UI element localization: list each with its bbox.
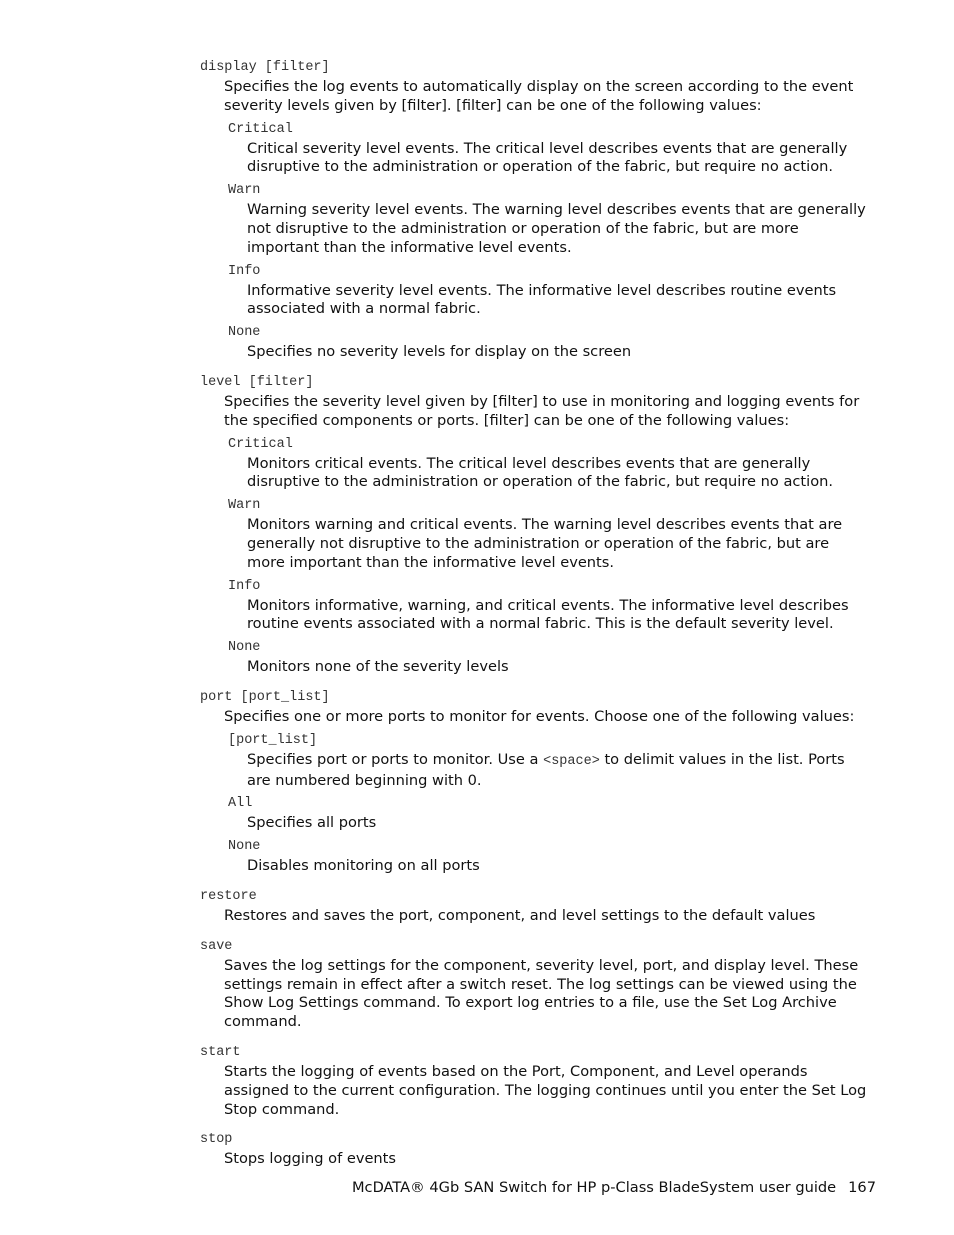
value-term: [port_list]: [228, 732, 318, 748]
page-number: 167: [848, 1179, 876, 1196]
operand-start: [200, 1043, 870, 1119]
value-list: [228, 731, 870, 876]
operand-term: restore: [200, 888, 257, 904]
operand-term: start: [200, 1044, 241, 1060]
value-term: Warn: [228, 183, 261, 199]
page-footer: [352, 1179, 876, 1196]
operand-description: Saves the log settings for the component, severity level, port, and display level. These settings remain in effect after a switch reset. The log settings can be viewed using the Show Log Settings command. To export log entries to a file, use the Set Log Archive command.: [224, 956, 859, 1031]
value-description: Monitors none of the severity levels: [247, 658, 509, 676]
value-description-post: to delimit values in the list. Ports are numbered beginning with 0.: [247, 750, 845, 789]
value-list: [228, 120, 870, 362]
operand-description: Restores and saves the port, component, and level settings to the default values: [224, 906, 816, 924]
value-item: [228, 731, 870, 791]
value-term: None: [228, 325, 261, 341]
operand-save: [200, 937, 870, 1032]
value-item: [228, 638, 870, 677]
operand-term: display [filter]: [200, 60, 330, 75]
value-item: [228, 181, 870, 257]
operand-display: [200, 58, 870, 362]
operand-description: Specifies one or more ports to monitor for events. Choose one of the following values:: [224, 707, 855, 725]
value-item: [228, 837, 870, 876]
value-description: [247, 751, 870, 791]
value-item: [228, 435, 870, 493]
operand-restore: [200, 887, 870, 926]
value-description: Informative severity level events. The informative level describes routine events associated with a normal fabric.: [247, 281, 837, 318]
operand-description: Specifies the severity level given by [filter] to use in monitoring and logging events for the specified components or ports. [filter] can be one of the following values:: [224, 392, 860, 429]
value-description: Monitors critical events. The critical level describes events that are generally disruptive to the administration or operation of the fabric, but require no action.: [247, 454, 834, 491]
operand-stop: [200, 1130, 870, 1169]
operand-description: Specifies the log events to automatically display on the screen according to the event severity levels given by [filter]. [filter] can be one of the following values:: [224, 78, 854, 114]
value-term: Critical: [228, 121, 293, 137]
value-description: Specifies all ports: [247, 814, 377, 832]
value-description: Warning severity level events. The warning level describes events that are generally not disruptive to the administration or operation of the fabric, but are more important than the informative level events.: [247, 201, 866, 256]
value-item: [228, 120, 870, 178]
value-item: [228, 577, 870, 635]
operand-description: Stops logging of events: [224, 1150, 397, 1168]
value-term: None: [228, 839, 261, 855]
value-list: [228, 435, 870, 677]
footer-title: McDATA® 4Gb SAN Switch for HP p-Class BladeSystem user guide: [351, 1179, 837, 1196]
value-term: Warn: [228, 498, 261, 514]
value-item: [228, 794, 870, 833]
value-description: Monitors warning and critical events. The warning level describes events that are generally not disruptive to the administration or operation of the fabric, but are more important than the informative level events.: [247, 516, 843, 571]
operand-term: stop: [200, 1132, 233, 1148]
value-term: All: [228, 796, 253, 812]
value-item: [228, 262, 870, 320]
operand-list: [200, 58, 870, 1180]
operand-port: [200, 688, 870, 876]
operand-term: level [filter]: [200, 374, 314, 390]
space-code: <space>: [543, 753, 600, 769]
value-term: Critical: [228, 436, 293, 452]
operand-description: Starts the logging of events based on the Port, Component, and Level operands assigned to the current configuration. The logging continues until you enter the Set Log Stop command.: [224, 1062, 867, 1118]
value-item: [228, 323, 870, 362]
value-term: None: [228, 640, 261, 656]
value-description: Disables monitoring on all ports: [247, 857, 480, 875]
value-item: [228, 496, 870, 572]
value-description: Critical severity level events. The critical level describes events that are generally disruptive to the administration or operation of the fabric, but require no action.: [247, 139, 848, 176]
value-term: Info: [228, 578, 261, 594]
value-description: Specifies no severity levels for display on the screen: [247, 343, 632, 361]
operand-level: [200, 373, 870, 677]
operand-term: port [port_list]: [200, 689, 330, 705]
value-description-pre: Specifies port or ports to monitor. Use a: [247, 750, 544, 768]
operand-term: save: [200, 938, 233, 954]
value-term: Info: [228, 263, 261, 279]
value-description: Monitors informative, warning, and critical events. The informative level describes routine events associated with a normal fabric. This is the default severity level.: [247, 596, 849, 633]
